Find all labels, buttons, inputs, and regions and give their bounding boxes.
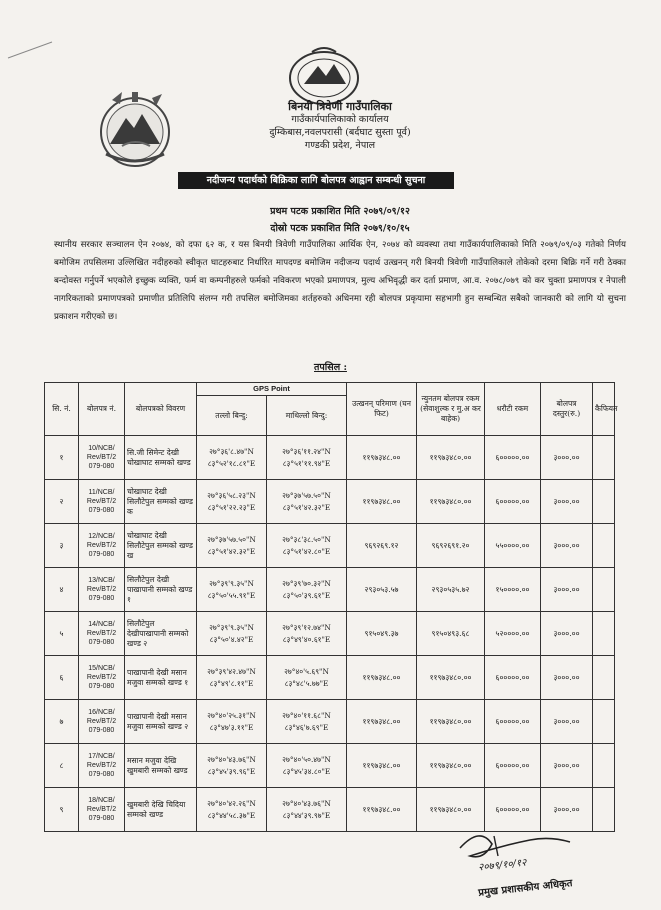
row-gps-low: २७°३९'९.३५"N ८३°५०'५५.९१"E xyxy=(197,568,267,612)
row-ref: 14/NCB/ Rev/BT/2 079-080 xyxy=(79,612,125,656)
header-gps-up: माथिल्लो बिन्दु: xyxy=(267,396,347,436)
row-gps-up: २७°४०'४३.७६"N ८३°४४'३९.९७"E xyxy=(267,788,347,832)
row-remark xyxy=(593,656,615,700)
header-desc: बोलपत्रको विवरण xyxy=(125,383,197,436)
header-ref: बोलपत्र नं. xyxy=(79,383,125,436)
row-fee: ३०००.०० xyxy=(541,524,593,568)
row-sn: ६ xyxy=(45,656,79,700)
row-qty: ९६९२६९.१२ xyxy=(347,524,417,568)
row-min-rate: ११९७३४८०.०० xyxy=(417,700,485,744)
row-sn: ५ xyxy=(45,612,79,656)
row-min-rate: ११९७३४८०.०० xyxy=(417,788,485,832)
letterhead xyxy=(220,100,460,152)
notice-title: नदीजन्य पदार्थको बिक्रिका लागि बोलपत्र आह्वान सम्बन्धी सुचना xyxy=(178,172,454,189)
row-deposit: ५२००००.०० xyxy=(485,612,541,656)
row-gps-up: २७°३८'३८.५०"N ८३°५१'४२.८०"E xyxy=(267,524,347,568)
row-gps-low: २७°४०'४३.७६"N ८३°४५'३९.९६"E xyxy=(197,744,267,788)
row-gps-low: २७°३७'५७.५०"N ८३°५१'४२.३२"E xyxy=(197,524,267,568)
header-sn: सि. नं. xyxy=(45,383,79,436)
row-gps-low: २७°३६'५८.२३"N ८३°५१'२२.२३"E xyxy=(197,480,267,524)
table-row xyxy=(45,788,615,832)
row-min-rate: ११९७३४८०.०० xyxy=(417,744,485,788)
row-remark xyxy=(593,524,615,568)
row-deposit: ६०००००.०० xyxy=(485,436,541,480)
row-remark xyxy=(593,612,615,656)
row-gps-up: २७°३९'१२.७४"N ८३°४९'४०.६१"E xyxy=(267,612,347,656)
second-publication-date: दोस्रो पटक प्रकाशित मिति २०७९/१०/१५ xyxy=(270,223,410,234)
row-deposit: ६०००००.०० xyxy=(485,788,541,832)
notice-body: स्थानीय सरकार सञ्चालन ऐन २०७४, को दफा ६२ क, र यस बिनयी त्रिवेणी गाउँपालिका आर्थिक ऐन, २०७४ को व्यवस्था तथा गाउँकार्यपालिकाको मिति २०७९/०९/०३ गतेको निर्णय बमोजिम तपसिलमा उल्लिखित नदीहरुको स्वीकृत घाटहरुबाट निर्धारित मापदण्ड बमोजिम नदीजन्य पदार्थ उत्खनन् गरी बिनयी त्रिवेणी गाउँपालिकाले तोकेको दरमा बिक्रि गर्ने गरी ठेक्का बन्दोवस्त गर्नुपर्ने भएकोले इच्छुक व्यक्ति, फर्म वा कम्पनीहरुले फर्मको नविकरण भएको प्रमाणपत्र, मुल्य अभिवृद्धी कर दर्ता प्रमाण, आ.व. २०७८/०७९ को कर चुक्ता प्रमाणपत्र र नेपाली नागरिकताको प्रमाणपत्रको प्रमाणीत प्रतिलिपि संलग्न गरी तपसिल बमोजिमका शर्तहरुको अधिनमा रही बोलपत्र प्रकृयामा सहभागी हुन सम्बन्धित सबैको जानकारी को लागि यो सुचना प्रकाशन गरीएको छ। xyxy=(54,240,626,322)
first-publication-date: प्रथम पटक प्रकाशित मिति २०७९/०९/१२ xyxy=(270,206,410,217)
signature-date: २०७९/१०/१२ xyxy=(477,857,527,874)
row-fee: ३०००.०० xyxy=(541,744,593,788)
row-remark xyxy=(593,568,615,612)
row-desc: सिलौटेपुल देखी पाखापानी सम्मको खण्ड १ xyxy=(125,568,197,612)
tender-table xyxy=(44,382,618,832)
tender-rows xyxy=(45,436,615,832)
row-desc: चोखाघाट देखी सिलौटेपुल सम्मको खण्ड ख xyxy=(125,524,197,568)
table-row xyxy=(45,436,615,480)
row-qty: ११९७३४८.०० xyxy=(347,700,417,744)
row-gps-up: २७°३६'११.२४"N ८३°५१'११.९४"E xyxy=(267,436,347,480)
row-qty: ११९७३४८.०० xyxy=(347,436,417,480)
row-gps-up: २७°३७'५७.५०"N ८३°५१'४२.३२"E xyxy=(267,480,347,524)
province-name: गण्डकी प्रदेश, नेपाल xyxy=(304,140,376,151)
row-sn: ९ xyxy=(45,788,79,832)
row-gps-low: २७°४०'२५.३१"N ८३°४७'३.११"E xyxy=(197,700,267,744)
row-ref: 12/NCB/ Rev/BT/2 079-080 xyxy=(79,524,125,568)
row-desc: पाखापानी देखी मसान मजुवा सम्मको खण्ड १ xyxy=(125,656,197,700)
office-seal-icon xyxy=(268,44,380,106)
row-remark xyxy=(593,700,615,744)
row-sn: ८ xyxy=(45,744,79,788)
row-deposit: १५००००.०० xyxy=(485,568,541,612)
office-address: दुम्किबास,नवलपरासी (बर्दघाट सुस्ता पूर्व) xyxy=(269,127,411,138)
row-gps-low: २७°४०'४२.२६"N ८३°४४'५८.३७"E xyxy=(197,788,267,832)
detail-heading: तपसिल : xyxy=(314,362,347,373)
row-desc: खुमबारी देखि चिदिया सम्मको खण्ड xyxy=(125,788,197,832)
row-gps-up: २७°४०'५.६९"N ८३°४८'५.७७"E xyxy=(267,656,347,700)
signatory-title: प्रमुख प्रशासकीय अधिकृत xyxy=(477,878,573,899)
row-sn: ७ xyxy=(45,700,79,744)
row-desc: सिलौटेपुल देखीपाखापानी सम्मको खण्ड २ xyxy=(125,612,197,656)
row-gps-up: २७°३९'७०.३२"N ८३°५०'३९.६१"E xyxy=(267,568,347,612)
table-row xyxy=(45,568,615,612)
row-gps-up: २७°४०'५०.४७"N ८३°४५'३४.८०"E xyxy=(267,744,347,788)
row-deposit: ६०००००.०० xyxy=(485,700,541,744)
row-gps-low: २७°३९'९.३५"N ८३°५०'४.४२"E xyxy=(197,612,267,656)
row-qty: ९१५०४९.३७ xyxy=(347,612,417,656)
row-gps-low: २७°३६'८.४७"N ८३°५२'१८.८१"E xyxy=(197,436,267,480)
header-remark: कैफियत xyxy=(593,383,615,436)
row-min-rate: ९६९२६९१.२० xyxy=(417,524,485,568)
row-gps-low: २७°३९'४२.४७"N ८३°४९'८.११"E xyxy=(197,656,267,700)
row-ref: 15/NCB/ Rev/BT/2 079-080 xyxy=(79,656,125,700)
header-qty: उत्खनन् परिमाण (घन फिट) xyxy=(347,383,417,436)
row-gps-up: २७°४०'११.६८"N ८३°४६'७.६९"E xyxy=(267,700,347,744)
row-ref: 10/NCB/ Rev/BT/2 079-080 xyxy=(79,436,125,480)
row-qty: ११९७३४८.०० xyxy=(347,656,417,700)
header-gps-low: तल्लो बिन्दु: xyxy=(197,396,267,436)
publication-dates xyxy=(220,203,460,237)
row-fee: ३०००.०० xyxy=(541,436,593,480)
row-remark xyxy=(593,788,615,832)
table-row xyxy=(45,480,615,524)
table-row xyxy=(45,700,615,744)
scan-mark xyxy=(6,40,54,60)
row-ref: 13/NCB/ Rev/BT/2 079-080 xyxy=(79,568,125,612)
header-gps: GPS Point xyxy=(197,383,347,396)
row-min-rate: ११९७३४८०.०० xyxy=(417,480,485,524)
row-deposit: ६०००००.०० xyxy=(485,480,541,524)
row-deposit: ६०००००.०० xyxy=(485,656,541,700)
row-desc: चोखाघाट देखी सिलौटेपुल सम्मको खण्ड क xyxy=(125,480,197,524)
row-qty: २९३०५३.५७ xyxy=(347,568,417,612)
header-fee: बोलपत्र दस्तुर(रु.) xyxy=(541,383,593,436)
row-sn: ३ xyxy=(45,524,79,568)
table-row xyxy=(45,612,615,656)
row-qty: ११९७३४८.०० xyxy=(347,788,417,832)
row-min-rate: ११९७३४८०.०० xyxy=(417,656,485,700)
nepal-emblem-icon xyxy=(92,88,178,170)
row-qty: ११९७३४८.०० xyxy=(347,744,417,788)
row-ref: 16/NCB/ Rev/BT/2 079-080 xyxy=(79,700,125,744)
row-sn: २ xyxy=(45,480,79,524)
row-fee: ३०००.०० xyxy=(541,656,593,700)
row-sn: १ xyxy=(45,436,79,480)
row-desc: पाखापानी देखी मसान मजुवा सम्मको खण्ड २ xyxy=(125,700,197,744)
row-desc: सि.जी सिमेन्ट देखी चोखाघाट सम्मको खण्ड xyxy=(125,436,197,480)
header-deposit: धरौटी रकम xyxy=(485,383,541,436)
row-ref: 17/NCB/ Rev/BT/2 079-080 xyxy=(79,744,125,788)
row-sn: ४ xyxy=(45,568,79,612)
municipality-name: बिनयी त्रिवेणी गाउँपालिका xyxy=(288,100,392,113)
row-qty: ११९७३४८.०० xyxy=(347,480,417,524)
row-min-rate: २९३०५३५.७२ xyxy=(417,568,485,612)
row-fee: ३०००.०० xyxy=(541,788,593,832)
row-remark xyxy=(593,436,615,480)
office-name: गाउँकार्यपालिकाको कार्यालय xyxy=(291,114,389,125)
row-ref: 18/NCB/ Rev/BT/2 079-080 xyxy=(79,788,125,832)
table-row xyxy=(45,656,615,700)
header-min-rate: न्युनतम बोलपत्र रकम (सेवाशुल्क र मु.अ कर बाहेक) xyxy=(417,383,485,436)
row-remark xyxy=(593,480,615,524)
table-row xyxy=(45,524,615,568)
row-ref: 11/NCB/ Rev/BT/2 079-080 xyxy=(79,480,125,524)
row-min-rate: ११९७३४८०.०० xyxy=(417,436,485,480)
row-fee: ३०००.०० xyxy=(541,568,593,612)
row-deposit: ५५००००.०० xyxy=(485,524,541,568)
row-fee: ३०००.०० xyxy=(541,480,593,524)
row-deposit: ६०००००.०० xyxy=(485,744,541,788)
row-fee: ३०००.०० xyxy=(541,700,593,744)
row-desc: मसान मजुवा देखि खुमबारी सम्मको खण्ड xyxy=(125,744,197,788)
table-row xyxy=(45,744,615,788)
row-min-rate: ९१५०४९३.६८ xyxy=(417,612,485,656)
row-remark xyxy=(593,744,615,788)
row-fee: ३०००.०० xyxy=(541,612,593,656)
